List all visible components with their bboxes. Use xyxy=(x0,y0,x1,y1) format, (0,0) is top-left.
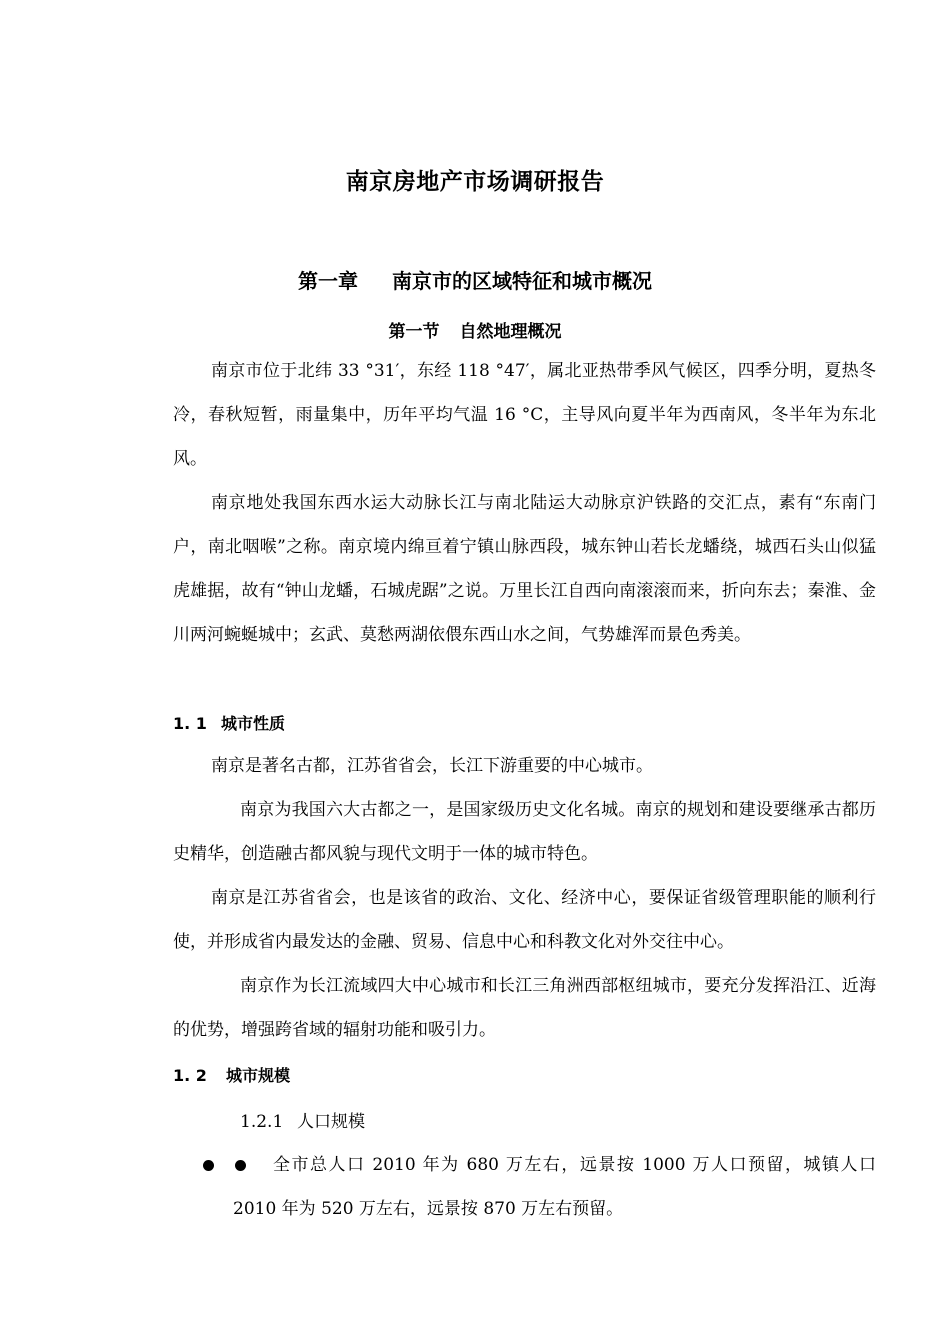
heading-city-scale xyxy=(173,1063,290,1086)
chapter-number: 第一章 xyxy=(298,269,358,293)
heading-title: 城市规模 xyxy=(226,1066,291,1085)
paragraph-climate: 南京市位于北纬 33 °31′，东经 118 °47′，属北亚热带季风气候区，四季分明，夏热冬冷，春秋短暂，雨量集中，历年平均气温 16 °C，主导风向夏半年为西南风，冬半年为东北风。 xyxy=(173,361,876,469)
paragraph-capital: 南京是著名古都，江苏省省会，长江下游重要的中心城市。 xyxy=(211,756,653,776)
chapter-heading xyxy=(0,265,950,294)
subheading-title: 人口规模 xyxy=(297,1112,365,1132)
paragraph-regional-hub: 南京作为长江流域四大中心城市和长江三角洲西部枢纽城市，要充分发挥沿江、近海的优势，增强跨省域的辐射功能和吸引力。 xyxy=(173,976,876,1040)
paragraph-provincial-capital: 南京是江苏省省会，也是该省的政治、文化、经济中心，要保证省级管理职能的顺利行使，并形成省内最发达的金融、贸易、信息中心和科教文化对外交往中心。 xyxy=(173,888,876,952)
bullet-population-text: 全市总人口 2010 年为 680 万左右，远景按 1000 万人口预留，城镇人口 2010 年为 520 万左右，远景按 870 万左右预留。 xyxy=(233,1155,876,1219)
section-title: 自然地理概况 xyxy=(459,322,562,342)
bullet-dot-icon xyxy=(203,1160,214,1171)
subheading-number: 1.2.1 xyxy=(240,1112,284,1132)
paragraph-geography: 南京地处我国东西水运大动脉长江与南北陆运大动脉京沪铁路的交汇点，素有“东南门户，南北咽喉”之称。南京境内绵亘着宁镇山脉西段，城东钟山若长龙蟠绕，城西石头山似猛虎雄据，故有“钟山龙蟠，石城虎踞”之说。万里长江自西向南滚滚而来，折向东去；秦淮、金川两河蜿蜒城中；玄武、莫愁两湖依偎东西山水之间，气势雄浑而景色秀美。 xyxy=(173,493,876,645)
chapter-title: 南京市的区域特征和城市概况 xyxy=(392,269,652,293)
paragraph-ancient-capital: 南京为我国六大古都之一，是国家级历史文化名城。南京的规划和建设要继承古都历史精华，创造融古都风貌与现代文明于一体的城市特色。 xyxy=(173,800,876,864)
document-title: 南京房地产市场调研报告 xyxy=(345,169,605,195)
section-heading xyxy=(0,317,950,342)
section-number: 第一节 xyxy=(388,322,440,342)
heading-title: 城市性质 xyxy=(221,714,286,733)
heading-number: 1. 2 xyxy=(173,1066,207,1085)
heading-city-nature xyxy=(173,711,285,734)
subheading-population xyxy=(240,1107,365,1132)
heading-number: 1. 1 xyxy=(173,714,207,733)
